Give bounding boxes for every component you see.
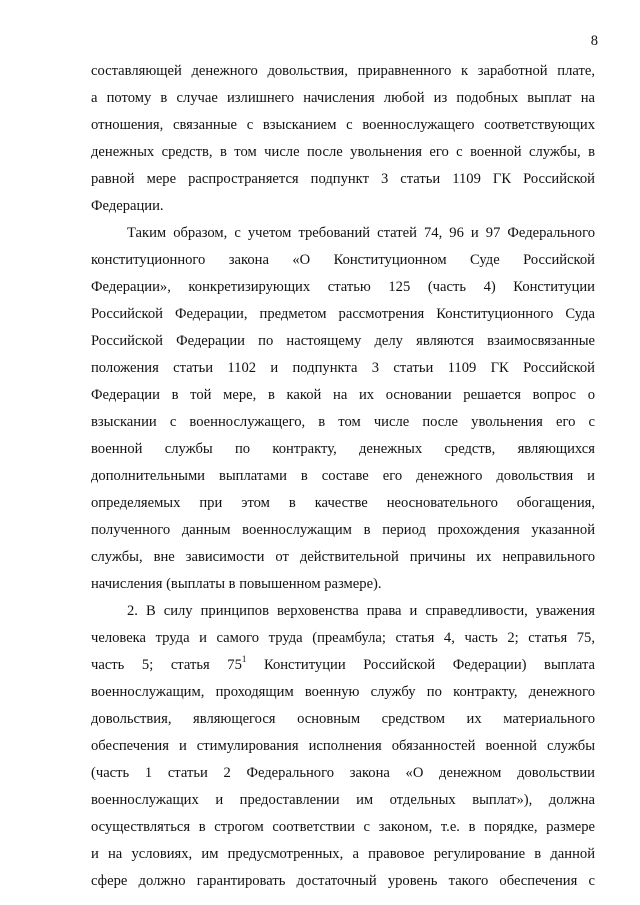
- text-line: осуществляться в строгом соответствии с законом, т.е. в порядке, размере: [91, 819, 595, 835]
- text-line: и на условиях, им предусмотренных, а правовое регулирование в данной: [91, 846, 595, 862]
- text-line: военнослужащим, проходящим военную службу по контракту, денежного: [91, 684, 595, 700]
- text-line: взыскании с военнослужащего, в том числе после увольнения его с: [91, 414, 595, 430]
- text-line: отношения, связанные с взысканием с военнослужащего соответствующих: [91, 117, 595, 133]
- text-line: довольствия, являющегося основным средством их материального: [91, 711, 595, 727]
- text-line: службы, вне зависимости от действительной причины их неправильного: [91, 549, 595, 565]
- text-line: конституционного закона «О Конституционном Суде Российской: [91, 252, 595, 268]
- text-line: обеспечения и стимулирования исполнения обязанностей военной службы: [91, 738, 595, 754]
- text-line: дополнительными выплатами в составе его денежного довольствия и: [91, 468, 595, 484]
- text-line: полученного данным военнослужащим в период прохождения указанной: [91, 522, 595, 538]
- text-line: определяемых при этом в качестве неосновательного обогащения,: [91, 495, 595, 511]
- text-line: положения статьи 1102 и подпункта 3 статьи 1109 ГК Российской: [91, 360, 595, 376]
- text-line: сфере должно гарантировать достаточный уровень такого обеспечения с: [91, 873, 595, 889]
- text-line: Российской Федерации по настоящему делу являются взаимосвязанные: [91, 333, 595, 349]
- text-line: составляющей денежного довольствия, приравненного к заработной плате,: [91, 63, 595, 79]
- text-line: начисления (выплаты в повышенном размере).: [91, 576, 382, 592]
- text-line: 2. В силу принципов верховенства права и справедливости, уважения: [127, 603, 595, 619]
- text-line: Российской Федерации, предметом рассмотрения Конституционного Суда: [91, 306, 595, 322]
- text-line: Федерации в той мере, в какой на их основании решается вопрос о: [91, 387, 595, 403]
- text-line: Федерации», конкретизирующих статью 125 (часть 4) Конституции: [91, 279, 595, 295]
- text-line: Федерации.: [91, 198, 164, 214]
- superscript-1: 1: [241, 655, 247, 665]
- text-fragment: часть 5; статья 75: [91, 657, 242, 673]
- text-line: Таким образом, с учетом требований статей 74, 96 и 97 Федерального: [127, 225, 595, 241]
- text-line: равной мере распространяется подпункт 3 статьи 1109 ГК Российской: [91, 171, 595, 187]
- text-line: а потому в случае излишнего начисления любой из подобных выплат на: [91, 90, 595, 106]
- text-line: денежных средств, в том числе после увольнения его с военной службы, в: [91, 144, 595, 160]
- page-number: 8: [590, 33, 598, 49]
- text-line: (часть 1 статьи 2 Федерального закона «О денежном довольствии: [91, 765, 595, 781]
- text-fragment: Конституции Российской Федерации) выплата: [246, 657, 595, 673]
- text-line: военнослужащих и предоставлении им отдельных выплат»), должна: [91, 792, 595, 808]
- text-line: военной службы по контракту, денежных средств, являющихся: [91, 441, 595, 457]
- text-line: [91, 655, 595, 675]
- text-line: человека труда и самого труда (преамбула; статья 4, часть 2; статья 75,: [91, 630, 595, 646]
